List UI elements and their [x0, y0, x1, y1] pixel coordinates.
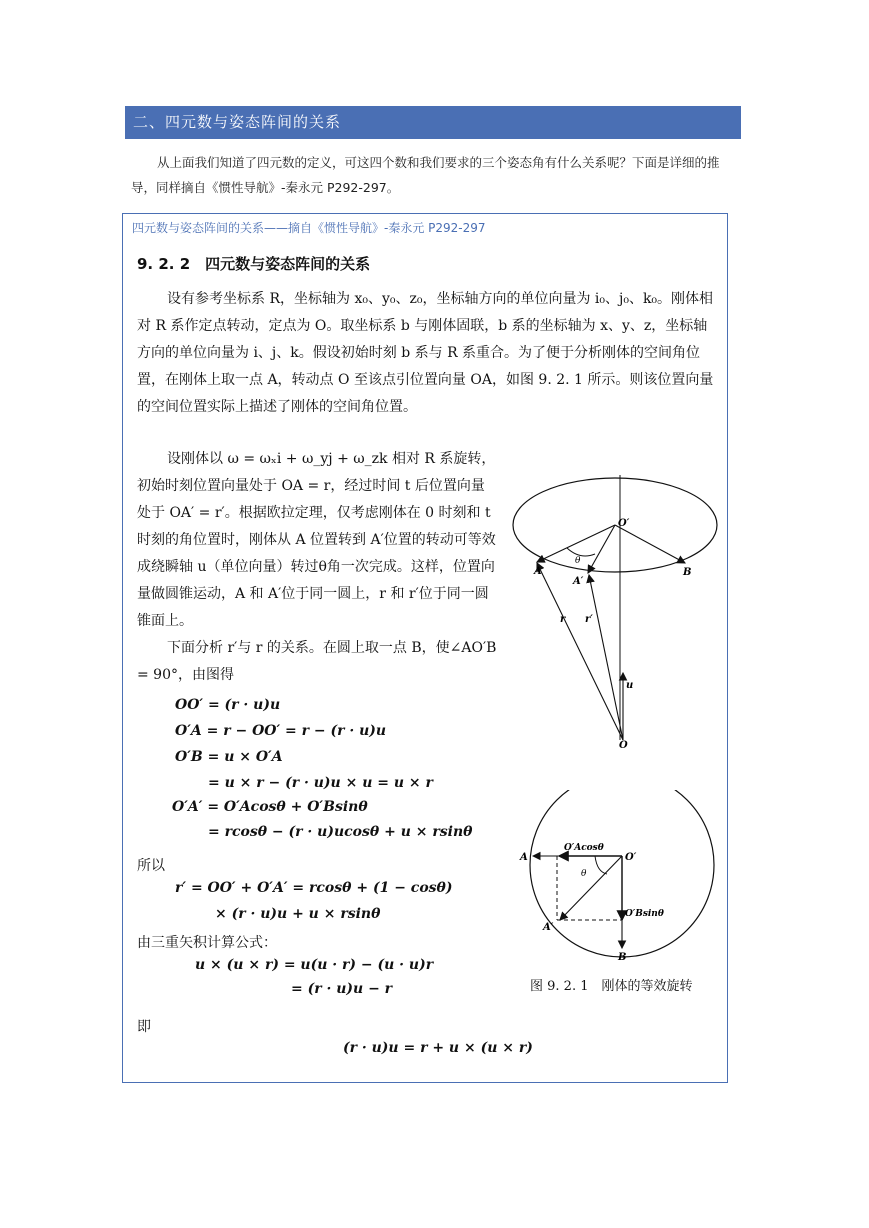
- para3-text: 下面分析 r′与 r 的关系。在圆上取一点 B，使∠AO′B = 90°，由图得: [137, 640, 497, 683]
- para2-text: 设刚体以 ω = ωₓi + ω_yj + ω_zk 相对 R 系旋转，初始时刻位置向量处于 OA = r，经过时间 t 后位置向量处于 OA′ = r′。根据欧拉定理，仅考虑刚体在 0 时刻和 t 时刻的角位置时，刚体从 A 位置转到 A′位置的转动可等效成绕瞬轴 u（单位向量）转过θ角一次完成。这样，位置向量做圆锥运动，A 和 A′位于同一圆上，r 和 r′位于同一圆锥面上。: [137, 451, 496, 629]
- equation-3: O′B = u × O′A: [175, 749, 283, 765]
- para1-text: 设有参考坐标系 R，坐标轴为 x₀、y₀、z₀，坐标轴方向的单位向量为 i₀、j₀、k₀。刚体相对 R 系作定点转动，定点为 O。取坐标系 b 与刚体固联，b 系的坐标轴为 x、y、z，坐标轴方向的单位向量为 i、j、k。假设初始时刻 b 系与 R 系重合。为了便于分析刚体的空间角位置，在刚体上取一点 A，转动点 O 至该点引位置向量 OA，如图 9. 2. 1 所示。则该位置向量的空间位置实际上描述了刚体的空间角位置。: [137, 291, 714, 415]
- label-B: B: [683, 567, 692, 578]
- equation-final: (r · u)u = r + u × (u × r): [343, 1040, 533, 1056]
- ji-label: 即: [137, 1019, 151, 1035]
- figure-caption: 图 9. 2. 1 刚体的等效旋转: [530, 979, 693, 994]
- equation-triple-2: = (r · u)u − r: [291, 981, 393, 997]
- equation-so-1: r′ = OO′ + O′A′ = rcosθ + (1 − cosθ): [175, 880, 453, 896]
- vector-OB: [615, 525, 685, 563]
- intro-paragraph: [131, 150, 743, 200]
- circle-figure: [515, 790, 720, 965]
- label-theta-2: θ: [581, 869, 587, 879]
- book-paragraph-2: [137, 446, 497, 689]
- book-heading: 9. 2. 2 四元数与姿态阵间的关系: [137, 255, 371, 273]
- equation-so-2: × (r · u)u + u × rsinθ: [215, 906, 381, 922]
- label-O-prime-2: O′: [625, 852, 637, 863]
- label-A-2: A: [520, 852, 528, 863]
- equation-6: = rcosθ − (r · u)ucosθ + u × rsinθ: [208, 824, 473, 840]
- triple-product-label: 由三重矢积计算公式：: [137, 935, 277, 951]
- cone-figure: [505, 470, 725, 755]
- label-theta: θ: [575, 556, 581, 566]
- excerpt-caption: 四元数与姿态阵间的关系——摘自《惯性导航》-秦永元 P292-297: [132, 221, 486, 235]
- intro-text: 从上面我们知道了四元数的定义，可这四个数和我们要求的三个姿态角有什么关系呢？下面是详细的推导，同样摘自《惯性导航》-秦永元 P292-297。: [131, 155, 720, 195]
- label-A-prime-2: A′: [543, 922, 554, 933]
- equation-4: = u × r − (r · u)u × u = u × r: [208, 775, 433, 791]
- theta-arc: [567, 548, 595, 556]
- equation-1: OO′ = (r · u)u: [175, 697, 281, 713]
- book-paragraph-1: [137, 286, 717, 421]
- equation-5: O′A′ = O′Acosθ + O′Bsinθ: [172, 799, 368, 815]
- theta-arc-2: [595, 856, 607, 874]
- label-O: O: [619, 740, 628, 751]
- label-r-prime: r′: [585, 614, 593, 625]
- vector-r-prime: [589, 575, 623, 740]
- label-A-prime: A′: [573, 576, 584, 587]
- section-title: 二、四元数与姿态阵间的关系: [125, 106, 741, 139]
- vector-OpAprime: [560, 856, 622, 920]
- equation-2: O′A = r − OO′ = r − (r · u)u: [175, 723, 387, 739]
- label-A: A: [534, 566, 542, 577]
- label-B-2: B: [618, 952, 627, 963]
- label-OBsin: O′Bsinθ: [625, 909, 664, 919]
- label-u: u: [626, 680, 634, 691]
- label-OAcos: O′Acosθ: [564, 843, 604, 853]
- so-label: 所以: [137, 858, 165, 874]
- vector-r: [537, 563, 623, 740]
- label-O-prime: O′: [618, 518, 630, 529]
- equation-triple-1: u × (u × r) = u(u · r) − (u · u)r: [195, 957, 434, 973]
- vector-OA-prime: [588, 525, 615, 573]
- label-r: r: [560, 614, 566, 625]
